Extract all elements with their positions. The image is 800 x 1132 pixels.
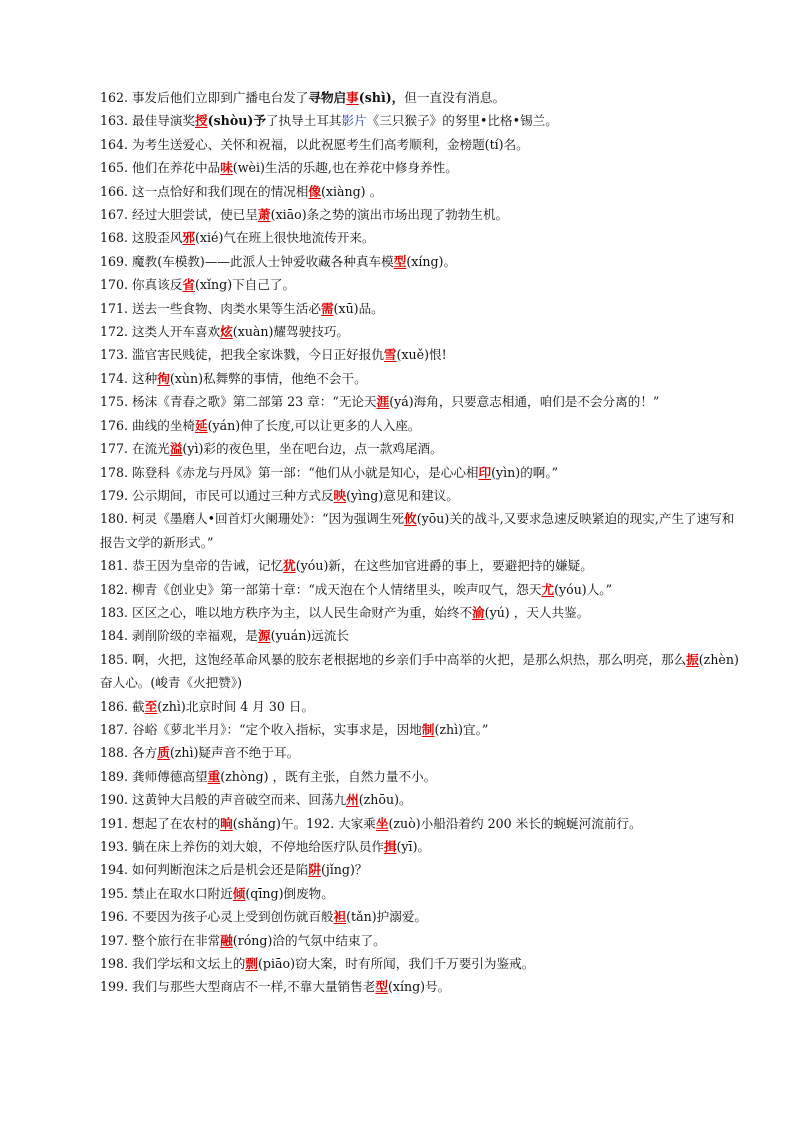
sentence-text: 183. 区区之心，唯以地方秩序为主，以人民生命财产为重，始终不	[100, 604, 473, 620]
highlighted-character: 雪	[383, 347, 397, 363]
list-item	[100, 741, 740, 764]
sentence-text: (zhì)宜。”	[434, 721, 489, 737]
highlighted-character: 倾	[232, 885, 246, 901]
list-item	[100, 297, 740, 320]
sentence-text: (tǎn)护溺爱。	[346, 909, 428, 925]
sentence-text: 182. 柳青《创业史》第一部第十章：“成天泡在个人情绪里头，唉声叹气，怨天	[100, 581, 542, 597]
sentence-text: 164. 为考生送爱心、关怀和祝福，以此祝愿考生们高考顺利，金榜题(tí)名。	[100, 136, 529, 152]
highlighted-character: 印	[478, 464, 492, 480]
list-item	[100, 86, 740, 109]
highlighted-character: 像	[308, 183, 321, 199]
list-item	[100, 648, 740, 695]
sentence-text: (xùn)私舞弊的事情，他绝不会干。	[169, 370, 367, 386]
highlighted-character: 型	[375, 979, 388, 995]
sentence-text: 了执导土耳其	[265, 113, 342, 129]
highlighted-character: 型	[393, 253, 407, 269]
sentence-text: (piāo)窃大案，时有所闻，我们千万要引为鉴戒。	[257, 956, 535, 972]
sentence-text: 163. 最佳导演奖	[100, 113, 196, 129]
sentence-text: 172. 这类人开车喜欢	[100, 324, 221, 340]
sentence-text: 198. 我们学坛和文坛上的	[100, 956, 246, 972]
sentence-text: 186. 截	[100, 698, 145, 714]
highlighted-character: 攸	[404, 511, 417, 527]
list-item	[100, 226, 740, 249]
bold-text: (shì)，	[358, 90, 405, 105]
highlighted-character: 源	[257, 628, 271, 644]
list-item	[100, 718, 740, 741]
list-item	[100, 812, 740, 835]
highlighted-character: 萧	[257, 207, 271, 223]
sentence-text: 177. 在流光	[100, 441, 170, 457]
sentence-text: 189. 龚师傅德高望	[100, 768, 208, 784]
bold-text: (shòu)予	[207, 113, 266, 129]
sentence-text: 165. 他们在养花中品	[100, 160, 221, 176]
highlighted-character: 授	[195, 113, 208, 129]
sentence-text: (yú) ，天人共鉴。	[484, 604, 590, 620]
list-item	[100, 975, 740, 998]
sentence-text: 178. 陈登科《赤龙与丹凤》第一部：“他们从小就是知心，是心心相	[100, 464, 479, 480]
sentence-text: 175. 杨沫《青春之歌》第二部第 23 章：“无论天	[100, 394, 377, 410]
list-item	[100, 507, 740, 554]
list-item	[100, 882, 740, 905]
sentence-text: (yá)海角，只要意志相通，咱们是不会分离的！”	[389, 394, 660, 410]
list-item	[100, 765, 740, 788]
list-item	[100, 624, 740, 647]
list-item	[100, 273, 740, 296]
sentence-text: 176. 曲线的坐椅	[100, 417, 196, 433]
sentence-text: (wèi)生活的乐趣,也在养花中修身养性。	[232, 160, 458, 176]
sentence-text: (xǐng)下自己了。	[195, 277, 296, 293]
sentence-text: 188. 各方	[100, 745, 158, 761]
sentence-text: (qīng)倒废物。	[245, 885, 334, 901]
sentence-text: 179. 公示期间，市民可以通过三种方式反	[100, 487, 334, 503]
sentence-text: (yōu)关的战斗,又要求急速反映紧迫的现实,产生了速写和报告文学的新形式。”	[100, 511, 735, 550]
sentence-text: 167. 经过大胆尝试，使已呈	[100, 207, 258, 223]
highlighted-character: 事	[346, 90, 359, 105]
list-item	[100, 835, 740, 858]
list-item	[100, 929, 740, 952]
sentence-text: 170. 你真该反	[100, 277, 183, 293]
list-item	[100, 461, 740, 484]
sentence-text: (xiàng) 。	[320, 183, 383, 199]
highlighted-character: 至	[144, 698, 158, 714]
sentence-text: (zhòng) ，既有主张，自然力量不小。	[220, 768, 437, 784]
sentence-text: (yóu)人。”	[554, 581, 613, 597]
highlighted-character: 映	[333, 487, 347, 503]
list-item	[100, 858, 740, 881]
list-item	[100, 554, 740, 577]
sentence-text: 174. 这种	[100, 370, 158, 386]
list-item	[100, 601, 740, 624]
highlighted-character: 渝	[472, 604, 485, 620]
sentence-text: (xié)气在班上很快地流传开来。	[195, 230, 375, 246]
sentence-text: 180. 柯灵《墨磨人•回首灯火阑珊处》：“因为强调生死	[100, 511, 405, 527]
sentence-text: (xíng)。	[406, 253, 457, 269]
highlighted-character: 阱	[308, 862, 321, 878]
list-item	[100, 367, 740, 390]
highlighted-character: 犹	[283, 558, 296, 574]
sentence-text: 169. 魔教(车模教)——此派人士钟爱收藏各种真车模	[100, 253, 394, 269]
list-item	[100, 203, 740, 226]
sentence-text: 194. 如何判断泡沫之后是机会还是陷	[100, 862, 309, 878]
sentence-text: 199. 我们与那些大型商店不一样,不靠大量销售老	[100, 979, 376, 995]
sentence-text: (xuàn)耀驾驶技巧。	[232, 324, 350, 340]
list-item	[100, 952, 740, 975]
highlighted-character: 融	[220, 932, 233, 948]
list-item	[100, 343, 740, 366]
highlighted-character: 省	[182, 277, 196, 293]
highlighted-character: 揖	[383, 839, 397, 854]
highlighted-character: 州	[346, 792, 359, 808]
sentence-text: 166. 这一点恰好和我们现在的情况相	[100, 183, 309, 199]
list-item	[100, 788, 740, 811]
highlighted-character: 徇	[157, 370, 170, 386]
list-item	[100, 484, 740, 507]
sentence-text: 196. 不要因为孩子心灵上受到创伤就百般	[100, 909, 334, 925]
sentence-text: (zhì)疑声音不绝于耳。	[169, 745, 300, 761]
list-item	[100, 414, 740, 437]
highlighted-character: 剽	[245, 956, 258, 972]
sentence-text: (yìn)的啊。”	[491, 464, 559, 480]
sentence-text: (xíng)号。	[387, 979, 451, 995]
sentence-text: 197. 整个旅行在非常	[100, 932, 221, 948]
list-item	[100, 109, 740, 132]
document-body	[100, 86, 740, 999]
list-item	[100, 578, 740, 601]
list-item	[100, 437, 740, 460]
sentence-text: (yán)伸了长度,可以让更多的人入座。	[207, 417, 421, 433]
sentence-text: (róng)洽的气氛中结束了。	[232, 932, 386, 948]
sentence-text: 171. 送去一些食物、肉类水果等生活必	[100, 300, 321, 316]
list-item	[100, 250, 740, 273]
sentence-text: (xū)品。	[333, 300, 384, 316]
sentence-text: 162. 事发后他们立即到广播电台发了	[100, 90, 309, 105]
list-item	[100, 133, 740, 156]
highlighted-character: 制	[421, 721, 435, 737]
sentence-text: (yóu)新，在这些加官进爵的事上，要避把持的嫌疑。	[295, 558, 593, 574]
sentence-text: 181. 恭王因为皇帝的告诫，记忆	[100, 558, 284, 574]
highlighted-character: 涯	[376, 394, 390, 410]
list-item	[100, 390, 740, 413]
highlighted-character: 炫	[220, 324, 233, 340]
sentence-text: 187. 谷峪《萝北半月》：“定个收入指标，实事求是，因地	[100, 721, 422, 737]
sentence-text: 193. 躺在床上养伤的刘大娘，不停地给医疗队员作	[100, 839, 384, 854]
highlighted-character: 袒	[333, 909, 347, 925]
highlighted-character: 晌	[220, 815, 233, 831]
highlighted-character: 需	[320, 300, 334, 316]
sentence-text: (yī)。	[396, 839, 431, 854]
sentence-text: (xiāo)条之势的演出市场出现了勃勃生机。	[270, 207, 509, 223]
sentence-text: 168. 这股歪风	[100, 230, 183, 246]
sentence-text: 195. 禁止在取水口附近	[100, 885, 233, 901]
sentence-text: 173. 滥官害民贱徒，把我全家诛戮，今日正好报仇	[100, 347, 384, 363]
highlighted-character: 重	[207, 768, 221, 784]
sentence-text: 191. 想起了在农村的	[100, 815, 221, 831]
sentence-text: (yì)彩的夜色里，坐在吧台边，点一款鸡尾酒。	[182, 441, 443, 457]
highlighted-character: 味	[220, 160, 233, 176]
highlighted-character: 振	[686, 651, 699, 667]
sentence-text: 184. 剥削阶级的幸福观，是	[100, 628, 258, 644]
sentence-text: (zuò)小船沿着约 200 米长的蜿蜒河流前行。	[388, 815, 642, 831]
sentence-text: (zhōu)。	[358, 792, 412, 808]
sentence-text: (yìng)意见和建议。	[346, 487, 459, 503]
sentence-text: 《三只猴子》的努里•比格•锡兰。	[366, 113, 558, 129]
highlighted-character: 坐	[375, 815, 389, 831]
highlighted-character: 尤	[541, 581, 555, 597]
sentence-text: (zhì)北京时间 4 月 30 日。	[157, 698, 315, 714]
list-item	[100, 320, 740, 343]
list-item	[100, 905, 740, 928]
sentence-text: 190. 这黄钟大吕般的声音破空而来、回荡九	[100, 792, 347, 808]
bold-text: 寻物启	[308, 90, 347, 105]
list-item	[100, 180, 740, 203]
highlighted-character: 溢	[169, 441, 183, 457]
sentence-text: (zhèn)奋人心。(峻青《火把赞》)	[100, 651, 739, 691]
highlighted-character: 质	[157, 745, 170, 761]
sentence-text: 185. 啊，火把，这饱经革命风暴的胶东老根据地的乡亲们手中高举的火把，是那么炽热，那么明亮，那么	[100, 651, 687, 667]
list-item	[100, 695, 740, 718]
sentence-text: (yuán)远流长	[270, 628, 350, 644]
sentence-text: (jǐng)？	[320, 862, 368, 878]
highlighted-character: 延	[195, 417, 208, 433]
list-item	[100, 156, 740, 179]
sentence-text: (shǎng)午。192. 大家乘	[232, 815, 376, 831]
sentence-text: 但一直没有消息。	[404, 90, 506, 105]
sentence-text: (xuě)恨!	[396, 347, 447, 363]
link-text: 影片	[341, 113, 367, 129]
highlighted-character: 邪	[182, 230, 196, 246]
